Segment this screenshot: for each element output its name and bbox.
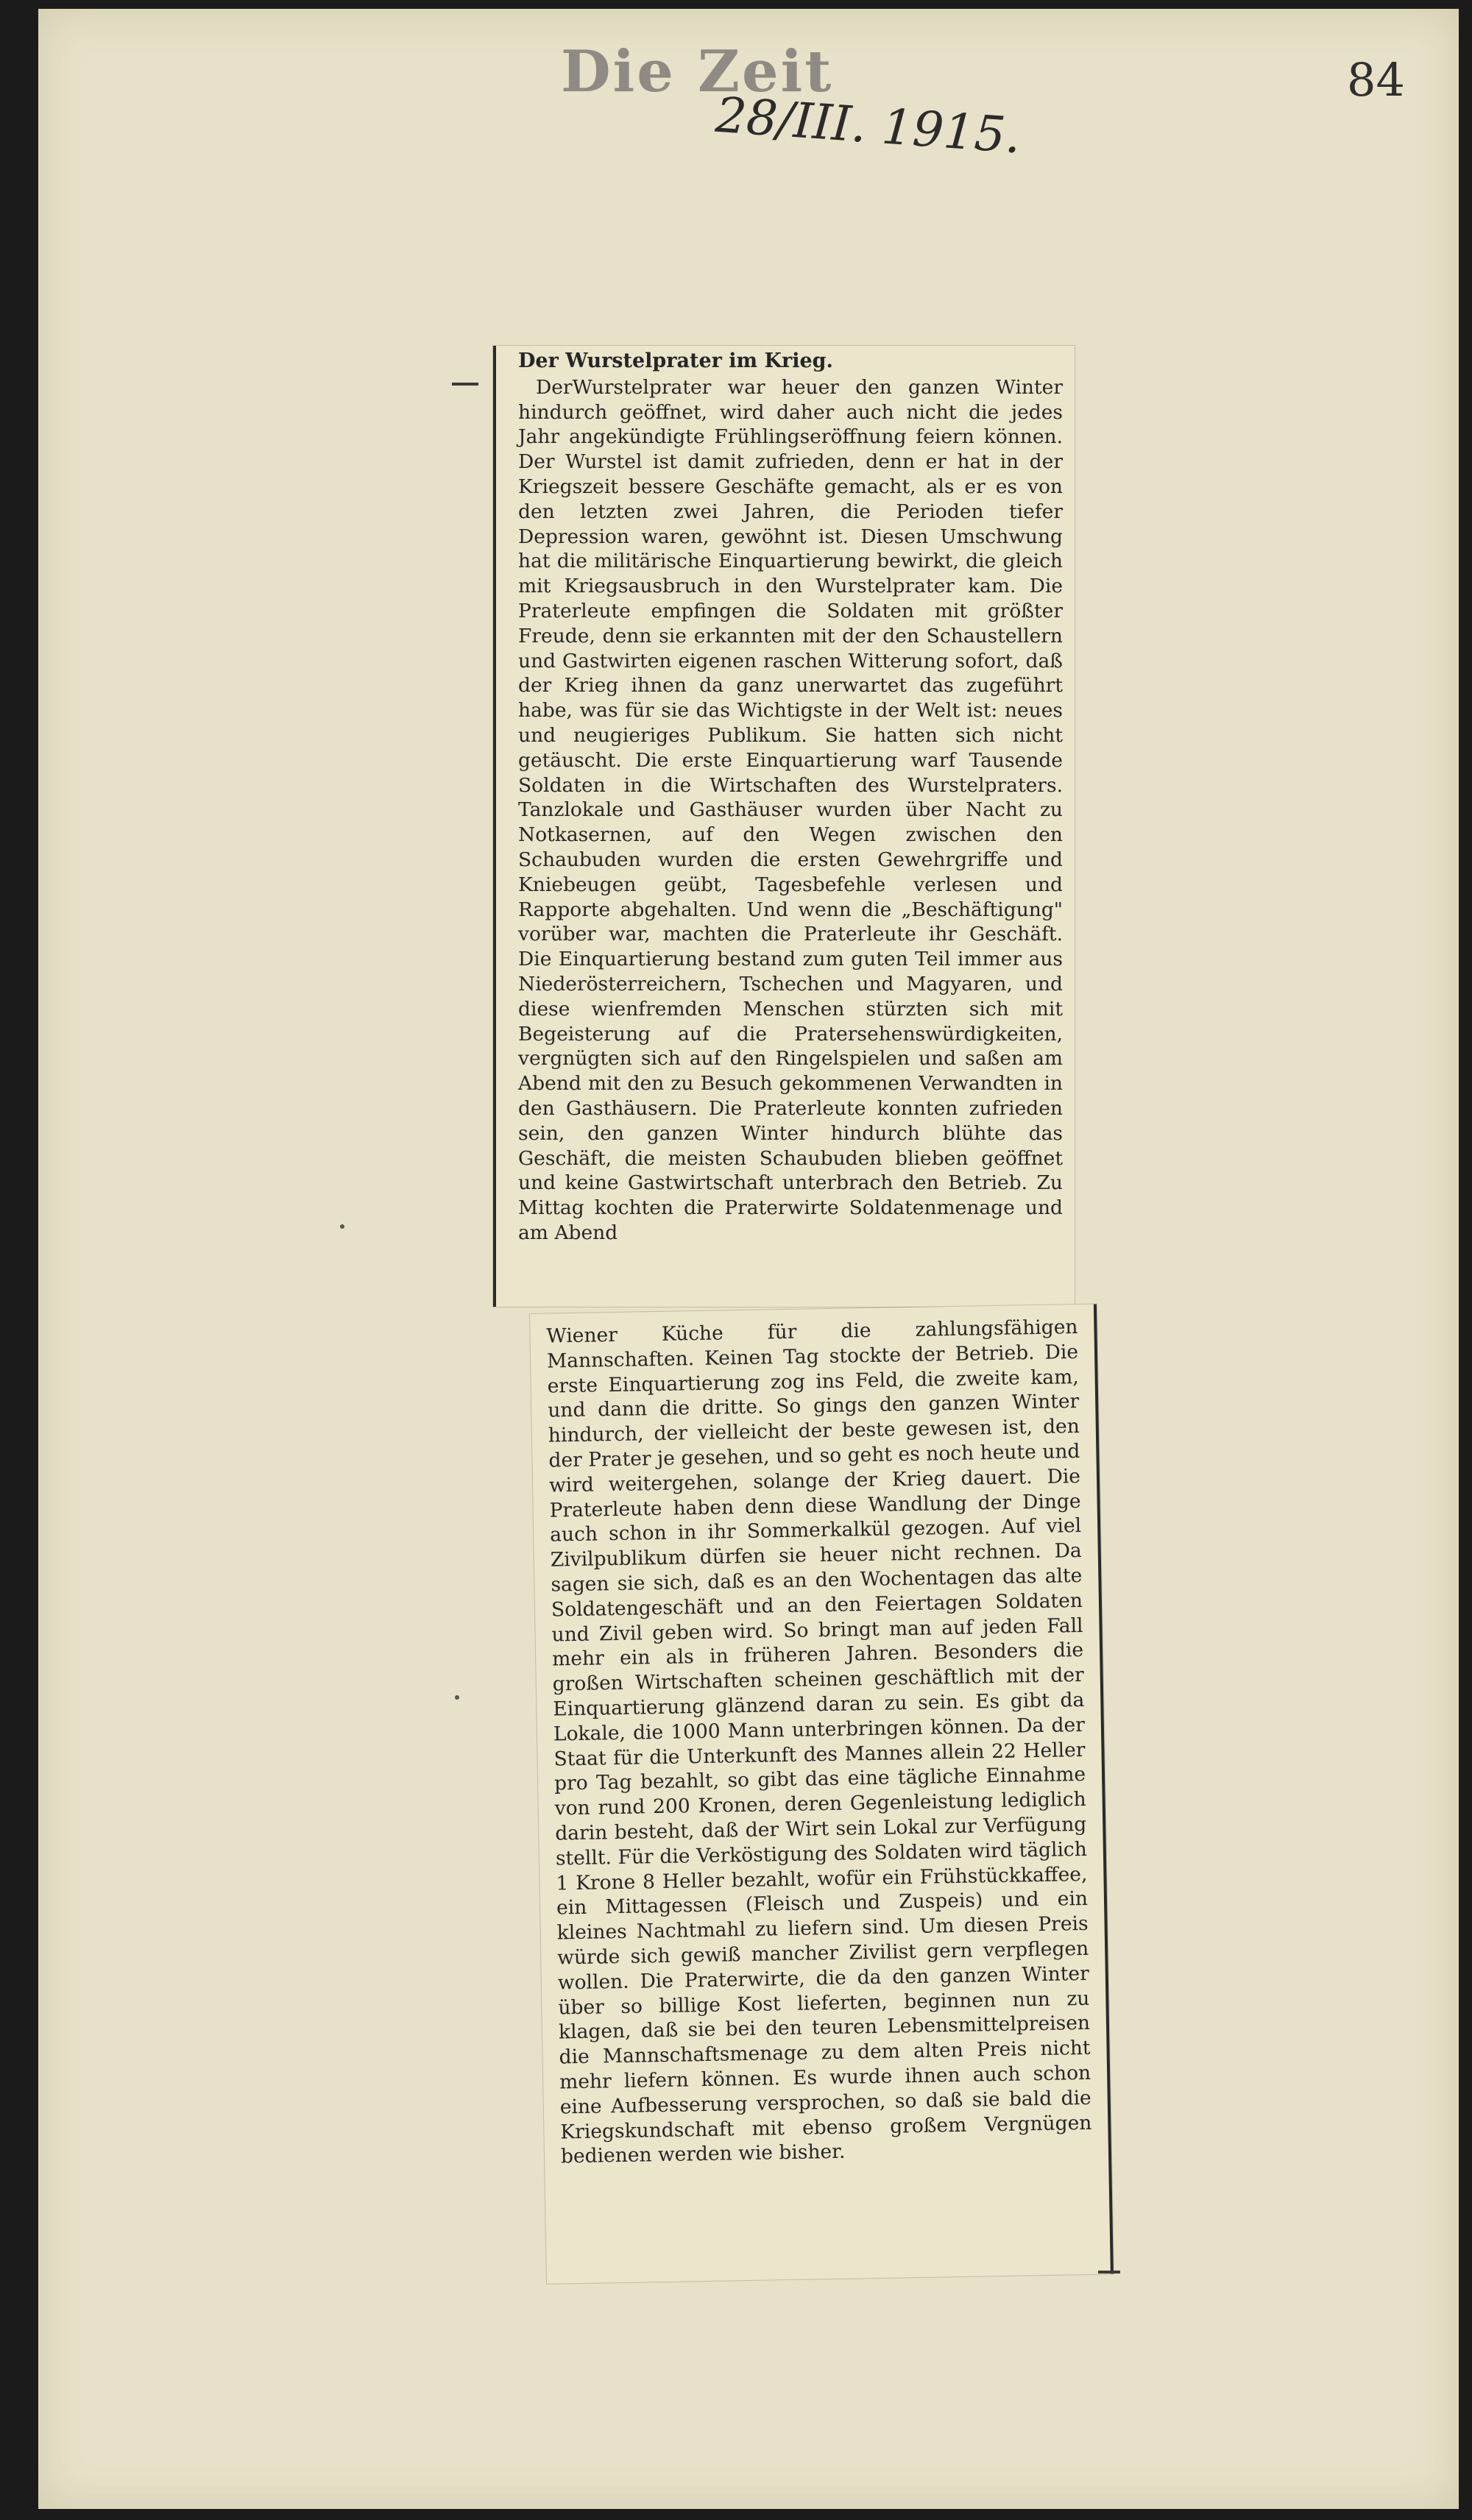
article-headline: Der Wurstelprater im Krieg. <box>518 349 833 372</box>
archive-sheet <box>38 9 1459 2509</box>
handwritten-date: 28/III. 1915. <box>713 86 1023 165</box>
page-number: 84 <box>1347 53 1405 107</box>
clipping-part-1 <box>493 346 1075 1307</box>
paper-speck <box>455 1695 459 1700</box>
margin-mark <box>452 383 478 386</box>
article-column-1: DerWurstelprater war heuer den ganzen Winter hindurch geöffnet, wird daher auch nicht die jedes Jahr angekündigte Frühlingseröffnung feiern können. Der Wurstel ist damit zufrieden, denn er hat in der Kriegszeit bessere Geschäfte gemacht, als er es von den letzten zwei Jahren, die Perioden tiefer Depression waren, gewöhnt ist. Diesen Umschwung hat die militärische Einquartierung bewirkt, die gleich mit Kriegsausbruch in den Wurstelprater kam. Die Praterleute empfingen die Soldaten mit größter Freude, denn sie erkannten mit der den Schaustellern und Gastwirten eigenen raschen Witterung sofort, daß der Krieg ihnen da ganz unerwartet das zugeführt habe, was für sie das Wichtigste in der Welt ist: neues und neugieriges Publikum. Sie hatten sich nicht getäuscht. Die erste Einquartierung warf Tausende Soldaten in die Wirtschaften des Wurstelpraters. Tanzlokale und Gasthäuser wurden über Nacht zu Notkasernen, auf den Wegen zwischen den Schaubuden wurden die ersten Gewehrgriffe und Kniebeugen geübt, Tagesbefehle verlesen und Rapporte abgehalten. Und wenn die „Beschäftigung" vorüber war, machten die Praterleute ihr Geschäft. Die Einquartierung bestand zum guten Teil immer aus Niederösterreichern, Tschechen und Magyaren, und diese wienfremden Menschen stürzten sich mit Begeisterung auf die Pratersehenswürdigkeiten, vergnügten sich auf den Ringelspielen und saßen am Abend mit den zu Besuch gekommenen Verwandten in den Gasthäusern. Die Praterleute konnten zufrieden sein, den ganzen Winter hindurch blühte das Geschäft, die meisten Schaubuden blieben geöffnet und keine Gastwirtschaft unterbrach den Betrieb. Zu Mittag kochten die Praterwirte Soldatenmenage und am Abend <box>518 375 1063 1244</box>
paper-speck <box>340 1224 344 1229</box>
margin-mark <box>1098 2271 1120 2274</box>
clipping-part-2 <box>530 1305 1114 2284</box>
newspaper-masthead: Die Zeit <box>561 38 834 105</box>
article-column-2: Wiener Küche für die zahlungsfähigen Mannschaften. Keinen Tag stockte der Betrieb. Die erste Einquartierung zog ins Feld, die zweite kam, und dann die dritte. So gings den ganzen Winter hindurch, der vielleicht der beste gewesen ist, den der Prater je gesehen, und so geht es noch heute und wird weitergehen, solange der Krieg dauert. Die Praterleute haben denn diese Wandlung der Dinge auch schon in ihr Sommerkalkül gezogen. Auf viel Zivilpublikum dürfen sie heuer nicht rechnen. Da sagen sie sich, daß es an den Wochentagen das alte Soldatengeschäft und an den Feiertagen Soldaten und Zivil geben wird. So bringt man auf jeden Fall mehr ein als in früheren Jahren. Besonders die großen Wirtschaften scheinen geschäftlich mit der Einquartierung glänzend daran zu sein. Es gibt da Lokale, die 1000 Mann unterbringen können. Da der Staat für die Unterkunft des Mannes allein 22 Heller pro Tag bezahlt, so gibt das eine tägliche Einnahme von rund 200 Kronen, deren Gegenleistung lediglich darin besteht, daß der Wirt sein Lokal zur Verfügung stellt. Für die Verköstigung des Soldaten wird täglich 1 Krone 8 Heller bezahlt, wofür ein Frühstückkaffee, ein Mittagessen (Fleisch und Zuspeis) und ein kleines Nachtmahl zu liefern sind. Um diesen Preis würde sich gewiß mancher Zivilist gern verpflegen wollen. Die Praterwirte, die da den ganzen Winter über so billige Kost lieferten, beginnen nun zu klagen, daß sie bei den teuren Lebensmittelpreisen die Mannschaftsmenage zu dem alten Preis nicht mehr liefern können. Es wurde ihnen auch schon eine Aufbesserung versprochen, so daß sie bald die Kriegskundschaft mit ebenso großem Vergnügen bedienen werden wie bisher. <box>546 1316 1092 2168</box>
